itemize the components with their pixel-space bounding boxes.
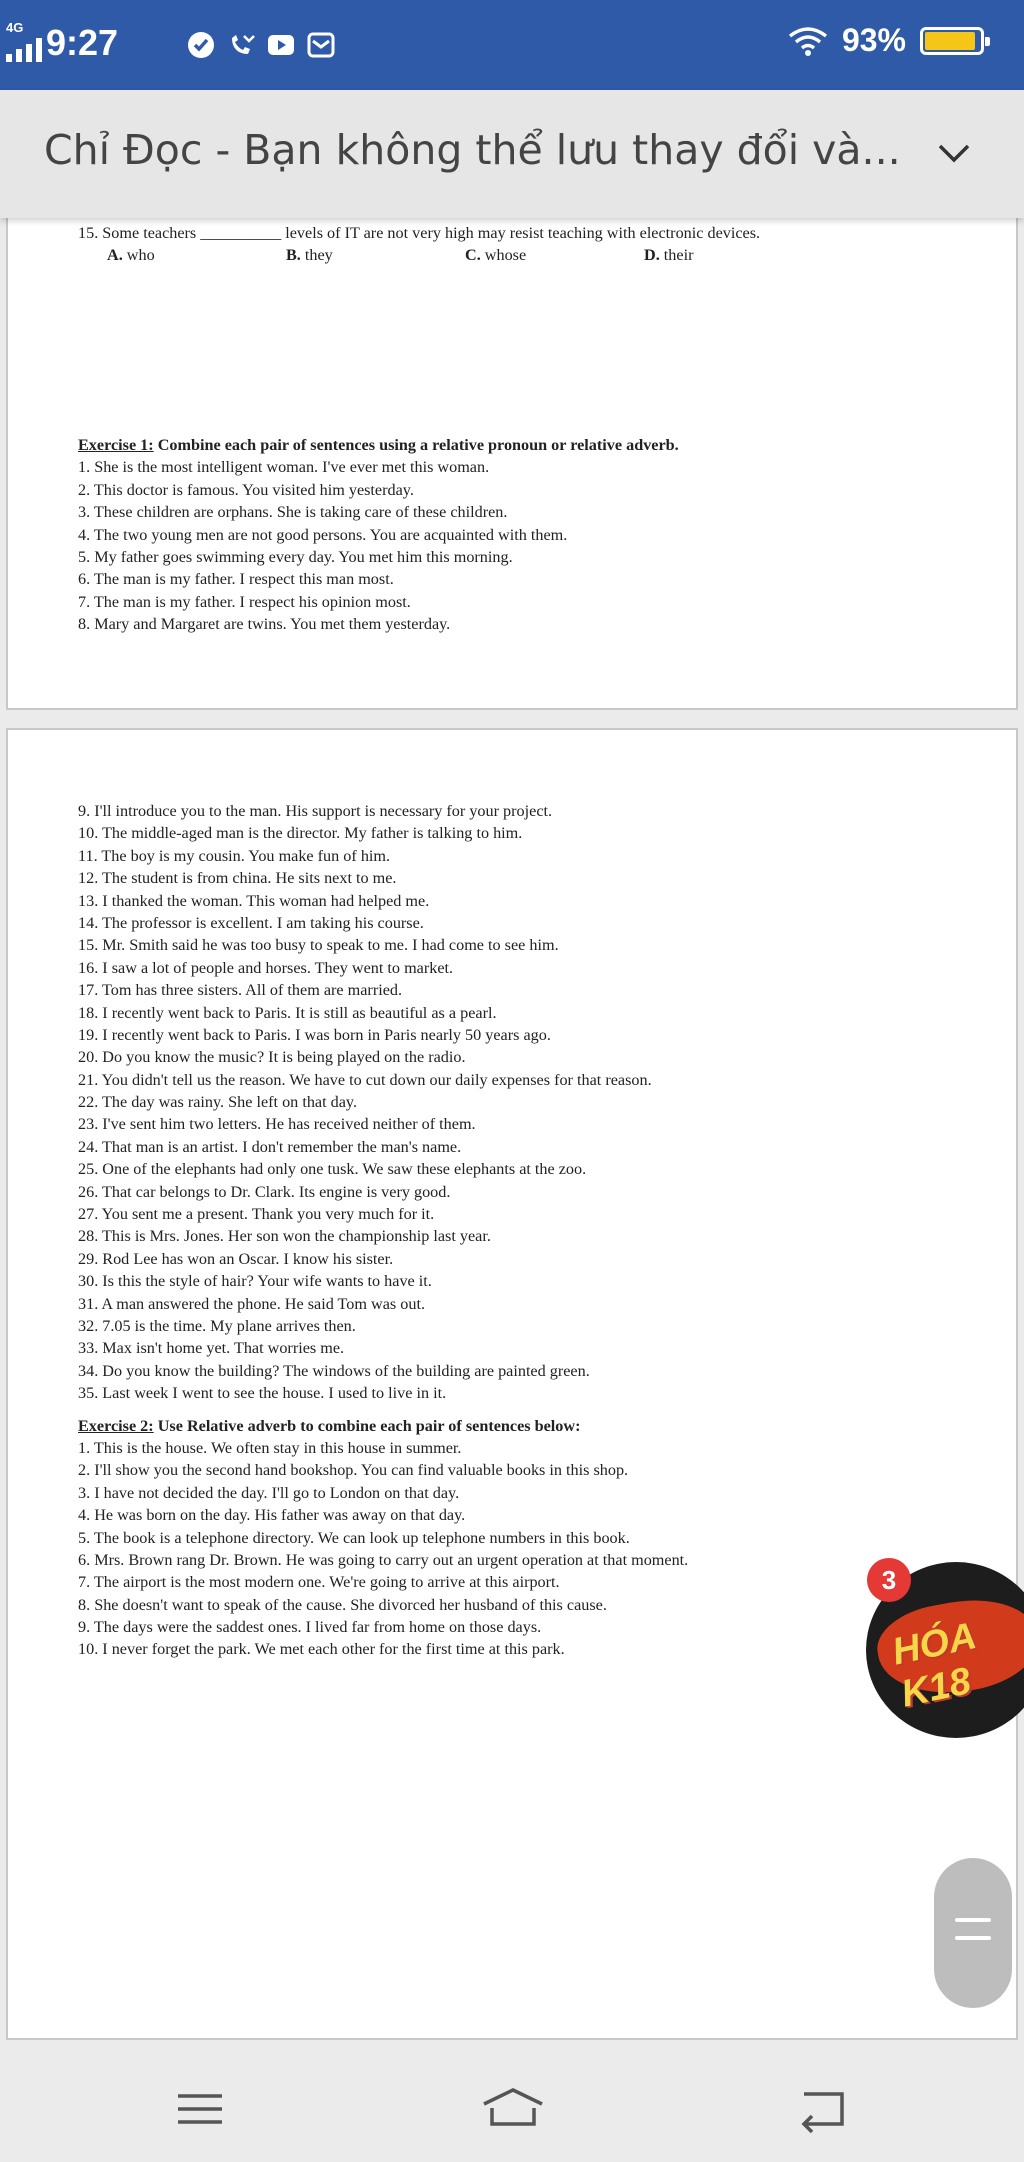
exercise-1-item: 21. You didn't tell us the reason. We have to cut down our daily expenses for that reason. [78,1070,652,1089]
exercise-1-item: 11. The boy is my cousin. You make fun of him. [78,846,391,865]
exercise-1-item: 24. That man is an artist. I don't remember the man's name. [78,1137,462,1156]
chevron-down-icon[interactable] [936,140,972,166]
exercise-1-item: 5. My father goes swimming every day. You met him this morning. [78,547,513,566]
exercise-1-item: 34. Do you know the building? The windows of the building are painted green. [78,1361,590,1380]
scroll-handle[interactable] [934,1858,1012,2008]
question-15: 15. Some teachers __________ levels of IT are not very high may resist teaching with electronic devices. [78,224,761,242]
document-page-1 [6,180,1018,710]
exercise-1-item: 8. Mary and Margaret are twins. You met them yesterday. [78,615,451,634]
wifi-icon [788,26,828,56]
exercise-1-item: 30. Is this the style of hair? Your wife wants to have it. [78,1272,432,1291]
navigation-bar [0,2050,1024,2162]
exercise-2-list [78,1437,688,1661]
exercise-1-item: 10. The middle-aged man is the director. My father is talking to him. [78,824,523,843]
exercise-1-item: 4. The two young men are not good persons. You are acquainted with them. [78,525,568,544]
exercise-1-item: 15. Mr. Smith said he was too busy to speak to me. I had come to see him. [78,936,559,955]
home-icon[interactable] [480,2084,546,2134]
battery-percent: 93% [841,22,906,58]
exercise-2-item: 1. This is the house. We often stay in this house in summer. [78,1438,462,1457]
mail-icon [306,30,336,60]
exercise-1-continued-list [78,800,688,1405]
exercise-1-item: 3. These children are orphans. She is taking care of these children. [78,503,508,522]
exercise-2-item: 10. I never forget the park. We met each other for the first time at this park. [78,1640,565,1659]
status-right [788,22,984,59]
notification-icons [186,30,336,60]
missed-call-icon [226,30,256,60]
exercise-2-item: 2. I'll show you the second hand bookshop. You can find valuable books in this shop. [78,1461,629,1480]
option-a: A. who [107,246,155,265]
network-type: 4G [6,20,24,35]
battery-icon [920,27,984,55]
exercise-1-item: 1. She is the most intelligent woman. I've ever met this woman. [78,458,490,477]
exercise-2-item: 7. The airport is the most modern one. We're going to arrive at this airport. [78,1573,560,1592]
exercise-1 [78,434,679,636]
read-only-banner[interactable] [0,90,1024,218]
exercise-2-item: 3. I have not decided the day. I'll go to London on that day. [78,1483,460,1502]
status-bar [0,0,1024,90]
exercise-1-item: 7. The man is my father. I respect his opinion most. [78,592,411,611]
exercise-2-item: 9. The days were the saddest ones. I lived far from home on those days. [78,1618,542,1637]
exercise-1-item: 6. The man is my father. I respect this man most. [78,570,394,589]
exercise-1-item: 18. I recently went back to Paris. It is still as beautiful as a pearl. [78,1003,497,1022]
clock: 9:27 [46,22,119,63]
exercise-1-item: 26. That car belongs to Dr. Clark. Its engine is very good. [78,1182,451,1201]
exercise-1-item: 29. Rod Lee has won an Oscar. I know his sister. [78,1249,394,1268]
exercise-1-item: 28. This is Mrs. Jones. Her son won the championship last year. [78,1227,491,1246]
exercise-1-item: 31. A man answered the phone. He said Tom was out. [78,1294,425,1313]
exercise-1-item: 12. The student is from china. He sits next to me. [78,869,397,888]
document-page-2 [6,728,1018,2040]
back-icon[interactable] [796,2084,852,2134]
youtube-icon [266,30,296,60]
exercise-1-item: 33. Max isn't home yet. That worries me. [78,1339,345,1358]
exercise-1-item: 23. I've sent him two letters. He has received neither of them. [78,1115,476,1134]
battery-level [925,32,975,50]
exercise-1-item: 32. 7.05 is the time. My plane arrives then. [78,1316,356,1335]
exercise-1-item: 9. I'll introduce you to the man. His support is necessary for your project. [78,802,553,820]
exercise-1-item: 20. Do you know the music? It is being played on the radio. [78,1048,466,1067]
exercise-2-item: 6. Mrs. Brown rang Dr. Brown. He was going to carry out an urgent operation at that moment. [78,1550,689,1569]
exercise-1-item: 35. Last week I went to see the house. I used to live in it. [78,1384,447,1403]
recent-apps-icon[interactable] [172,2084,228,2134]
exercise-2-item: 8. She doesn't want to speak of the cause. She divorced her husband of this cause. [78,1595,607,1614]
exercise-1-item: 19. I recently went back to Paris. I was born in Paris nearly 50 years ago. [78,1025,551,1044]
exercise-1-title: Exercise 1: Combine each pair of sentences using a relative pronoun or relative adverb. [78,436,679,454]
exercise-1-item: 16. I saw a lot of people and horses. They went to market. [78,958,454,977]
exercise-1-list [78,456,679,635]
banner-title: Chỉ Đọc - Bạn không thể lưu thay đổi và... [44,126,901,174]
option-d: D. their [644,246,694,265]
exercise-2-title: Exercise 2: Use Relative adverb to combine each pair of sentences below: [78,1416,581,1435]
option-b: B. they [286,246,333,265]
exercise-2-item: 4. He was born on the day. His father was away on that day. [78,1506,466,1525]
check-circle-icon [186,30,216,60]
exercise-1-item: 14. The professor is excellent. I am taking his course. [78,913,424,932]
exercise-1-item: 17. Tom has three sisters. All of them are married. [78,981,403,1000]
signal-icon [6,38,44,62]
bubble-logo: HÓA K18 [888,1615,979,1716]
exercise-1-item: 27. You sent me a present. Thank you very much for it. [78,1205,435,1224]
option-c: C. whose [465,246,527,265]
exercise-1-item: 2. This doctor is famous. You visited him yesterday. [78,480,414,499]
notification-badge: 3 [867,1558,911,1602]
exercise-1-item: 22. The day was rainy. She left on that day. [78,1093,358,1112]
question-15-options [78,244,823,266]
exercise-2-item: 5. The book is a telephone directory. We can look up telephone numbers in this book. [78,1528,630,1547]
exercise-1-item: 13. I thanked the woman. This woman had helped me. [78,891,430,910]
exercise-1-item: 25. One of the elephants had only one tusk. We saw these elephants at the zoo. [78,1160,587,1179]
